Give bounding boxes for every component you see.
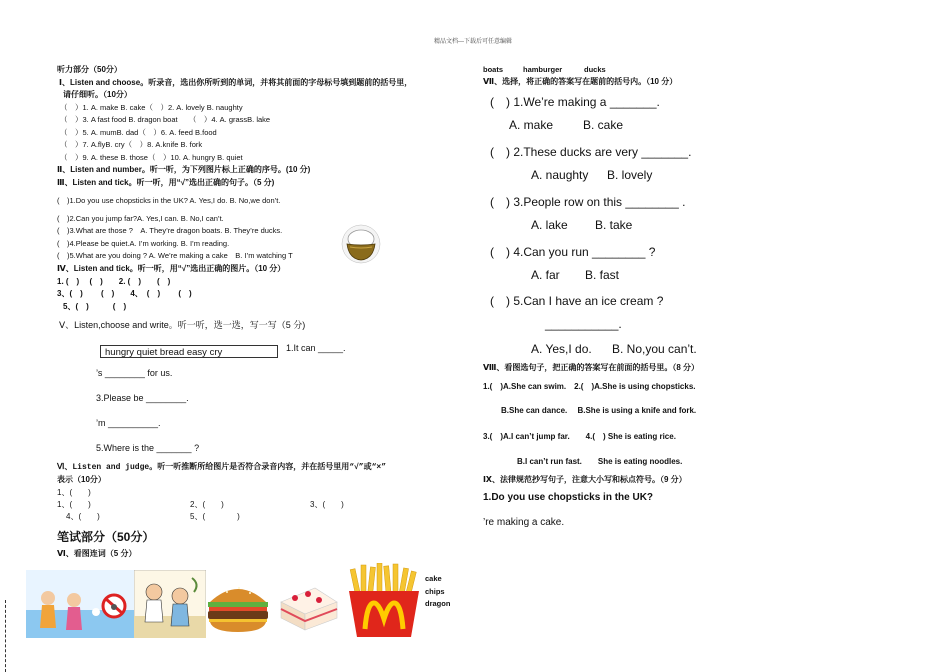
- q2-option-b: B. lovely: [607, 168, 653, 182]
- s5-item: 3.Please be ________.: [96, 393, 189, 403]
- s8-line-3: 3.( )A.I can’t jump far. 4.( ) She is eating rice.: [483, 432, 676, 441]
- q4-option-a: A. far: [531, 268, 560, 282]
- s5-item: 5.Where is the _______ ?: [96, 443, 200, 453]
- q5-option-a: A. Yes,I do.: [531, 342, 592, 356]
- q2-option-a: A. naughty: [531, 168, 589, 182]
- section9-title: Ⅸ、法律规范抄写句子，注意大小写和标点符号。（9 分）: [483, 475, 687, 484]
- s4-row-3: 5、( ) ( ): [63, 302, 127, 311]
- q2-stem: ( ) 2.These ducks are very _______.: [490, 145, 692, 159]
- fries-image: [345, 563, 423, 637]
- q1-option-b: B. cake: [583, 118, 624, 132]
- section6-title-2: 表示（10分）: [57, 475, 106, 484]
- s1-item: （ ）3. A fast food B. dragon boat （ ）4. A. grassB. lake: [60, 115, 271, 124]
- s6-row2-b: 2、( ): [190, 500, 224, 509]
- q4-stem: ( ) 4.Can you run ________ ?: [490, 245, 656, 259]
- section7-title: Ⅶ、选择，将正确的答案写在题前的括号内。（10 分）: [483, 77, 678, 86]
- q4-option-b: B. fast: [585, 268, 620, 282]
- top-word-hamburger: hamburger: [523, 65, 563, 74]
- s3-item: ( )4.Please be quiet.A. I’m working. B. I’m reading.: [57, 239, 230, 248]
- s6-row3-b: 5、( ): [190, 512, 240, 521]
- section5-title: Ⅴ、Listen,choose and write。听一听，选一选，写一写（5 分): [59, 320, 306, 330]
- s4-row-1: 1. ( ) ( ) 2. ( ) ( ): [57, 277, 171, 286]
- binding-margin-line: [5, 600, 7, 672]
- s6-row2-a: 1、( ): [57, 500, 91, 509]
- page-header: 精品文档---下载后可任意编辑: [434, 39, 512, 45]
- cake-slice-image: [275, 580, 341, 634]
- s3-item: ( )1.Do you use chopsticks in the UK? A. Yes,I do. B. No,we don’t.: [57, 196, 281, 205]
- s1-item: （ ）7. A.flyB. cry（ ）8. A.knife B. fork: [60, 140, 203, 149]
- s3-item: ( )5.What are you doing ? A. We’re making a cake B. I’m watching T: [57, 251, 293, 260]
- s4-row-2: 3、( ) ( ) 4、 ( ) ( ): [57, 289, 192, 298]
- q5-stem: ( ) 5.Can I have an ice cream ?: [490, 294, 664, 308]
- q3-option-b: B. take: [595, 218, 633, 232]
- s3-item: ( )3.What are those ? A. They’re dragon boats. B. They’re ducks.: [57, 226, 283, 235]
- written-part-title: 笔试部分（50分）: [57, 530, 155, 544]
- q5-option-b: B. No,you can’t.: [612, 342, 697, 356]
- s1-item: （ ）1. A. make B. cake（ ）2. A. lovely B. naughty: [60, 103, 243, 112]
- top-word-ducks: ducks: [584, 65, 606, 74]
- cartoon-kids-image: [134, 570, 206, 638]
- top-word-boats: boats: [483, 65, 504, 74]
- section1-title: Ⅰ、Listen and choose。听录音，选出你所听到的单词，并将其前面的字母标号填到题前的括号里，: [59, 78, 413, 87]
- food-word-dragon: dragon: [425, 599, 451, 608]
- rice-bowl-image: [341, 222, 381, 266]
- word-bank-box: hungry quiet bread easy cry: [100, 345, 278, 358]
- section3-title: Ⅲ、Listen and tick。听一听，用“√”选出正确的句子。（5 分): [57, 178, 275, 187]
- s6-row2-c: 3、( ): [310, 500, 344, 509]
- s9-sentence-2: ’re making a cake.: [483, 517, 565, 528]
- s1-item: （ ）9. A. these B. those（ ）10. A. hungry B. quiet: [60, 153, 243, 162]
- section2-title: Ⅱ、Listen and number。听一听，为下列图片标上正确的序号。(10 分): [57, 165, 311, 174]
- q1-stem: ( ) 1.We’re making a _______.: [490, 95, 660, 109]
- section4-title: Ⅳ、Listen and tick。听一听，用“√”选出正确的图片。（10 分）: [57, 264, 286, 273]
- q1-option-a: A. make: [509, 118, 554, 132]
- s5-item: ’m __________.: [96, 418, 161, 428]
- hamburger-image: [205, 578, 271, 634]
- section7-title-left: Ⅵ、看图连词（5 分）: [57, 549, 137, 558]
- s1-item: （ ）5. A. mumB. dad（ ）6. A. feed B.food: [60, 128, 217, 137]
- kids-no-swimming-image: [26, 570, 134, 638]
- s5-item: 1.It can _____.: [286, 343, 346, 353]
- s6-row1: 1、( ): [57, 488, 91, 497]
- s6-row3-a: 4、( ): [66, 512, 100, 521]
- q3-stem: ( ) 3.People row on this ________ .: [490, 195, 686, 209]
- s9-sentence-1: 1.Do you use chopsticks in the UK?: [483, 492, 654, 503]
- s8-line-4: B.I can’t run fast. She is eating noodles.: [517, 457, 683, 466]
- s5-item: ’s ________ for us.: [96, 368, 173, 378]
- food-word-cake: cake: [425, 574, 442, 583]
- s3-item: ( )2.Can you jump far?A. Yes,I can. B. No,I can’t.: [57, 214, 224, 223]
- s8-line-1: 1.( )A.She can swim. 2.( )A.She is using chopsticks.: [483, 382, 696, 391]
- section6-title: Ⅵ、Listen and judge。听一听推断所给图片是否符合录音内容，并在括号里用“√”或“×”: [57, 463, 386, 472]
- section8-title: Ⅷ、看图选句子，把正确的答案写在前面的括号里。（8 分）: [483, 363, 700, 372]
- q5-blank: ___________.: [545, 317, 622, 331]
- section1-title-2: 请仔细听。（10分）: [63, 90, 132, 99]
- q3-option-a: A. lake: [531, 218, 568, 232]
- s8-line-2: B.She can dance. B.She is using a knife and fork.: [501, 406, 697, 415]
- food-word-chips: chips: [425, 587, 445, 596]
- listening-title: 听力部分（50分）: [57, 65, 122, 74]
